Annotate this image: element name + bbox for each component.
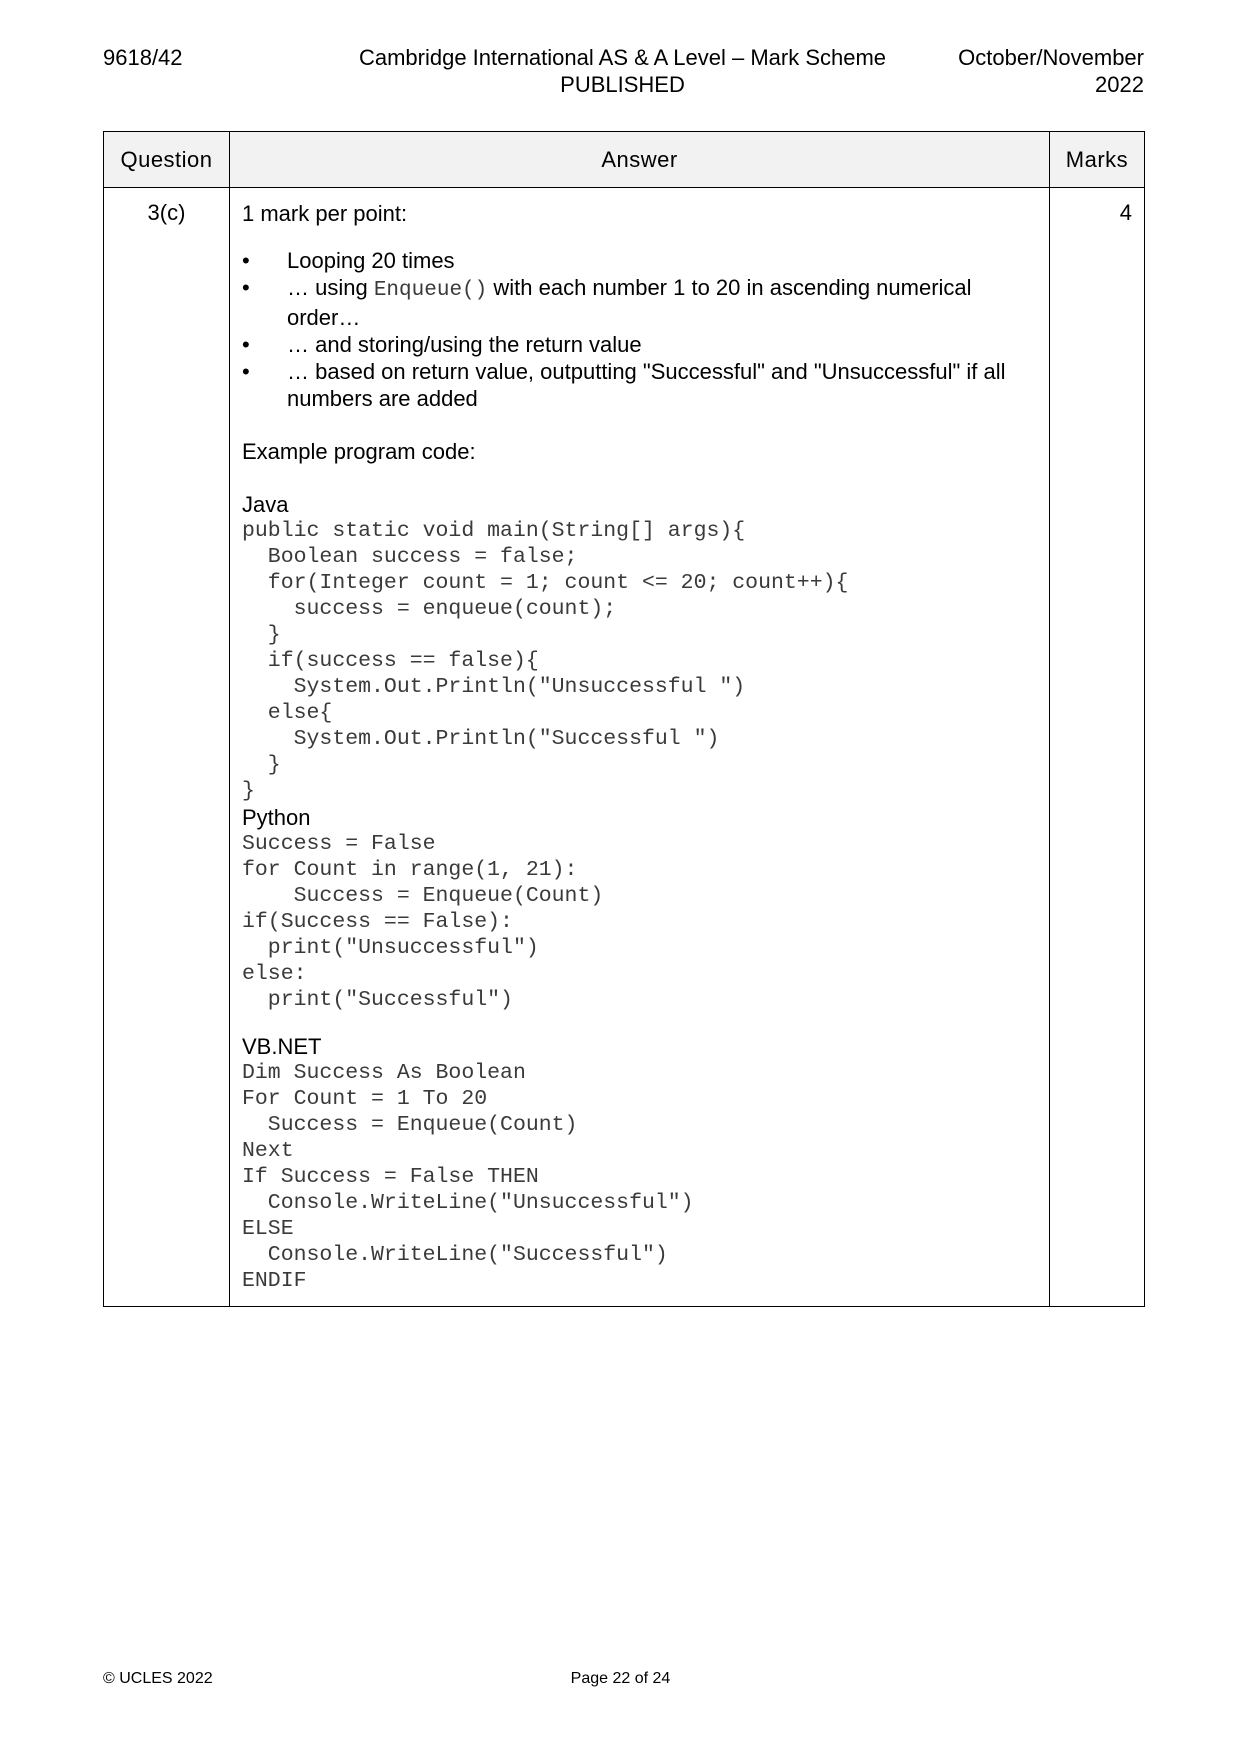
java-label: Java	[242, 492, 289, 517]
marking-points-list	[242, 247, 1039, 412]
python-code-block: Success = False for Count in range(1, 21): Success = Enqueue(Count) if(Success == False): print("Unsuccessful") else: print("Successful")	[242, 832, 604, 1012]
marking-point-2	[242, 274, 1039, 331]
python-label: Python	[242, 805, 311, 830]
marking-point-2-pre: … using	[287, 275, 374, 300]
question-number: 3(c)	[104, 188, 230, 1307]
answer-cell	[230, 188, 1050, 1307]
title-line-2: PUBLISHED	[560, 72, 685, 97]
marking-point-2-post: with each number 1 to 20 in ascending numerical order…	[287, 275, 972, 330]
java-code-block: public static void main(String[] args){ Boolean success = false; for(Integer count = 1; count <= 20; count++){ success = enqueue(count); } if(success == false){ System.Out.Println("Unsuccessful ") else{ System.Out.Println("Successful ") } }	[242, 519, 849, 803]
mark-scheme-table	[103, 131, 1145, 1307]
marks-column-header: Marks	[1050, 132, 1145, 188]
paper-code: 9618/42	[103, 45, 183, 70]
table-header-row	[104, 132, 1145, 188]
document-title	[330, 44, 915, 98]
answer-column-header: Answer	[230, 132, 1050, 188]
enqueue-inline-code: Enqueue()	[373, 279, 488, 302]
marking-point-4: • … based on return value, outputting "Successful" and "Unsuccessful" if all numbers are added	[242, 358, 1039, 412]
vbnet-label: VB.NET	[242, 1034, 322, 1059]
vbnet-code-block: Dim Success As Boolean For Count = 1 To 20 Success = Enqueue(Count) Next If Success = False THEN Console.WriteLine("Unsuccessful") ELSE Console.WriteLine("Successful") ENDIF	[242, 1061, 694, 1293]
marking-point-1: • Looping 20 times	[242, 247, 1039, 274]
copyright-notice: © UCLES 2022	[103, 1670, 213, 1687]
table-row	[104, 188, 1145, 1307]
page-number: Page 22 of 24	[570, 1670, 671, 1687]
marking-point-3: • … and storing/using the return value	[242, 331, 1039, 358]
marks-value: 4	[1050, 188, 1145, 1307]
mark-intro: 1 mark per point:	[242, 201, 408, 226]
session-line-1: October/November	[958, 45, 1144, 70]
example-code-label: Example program code:	[242, 439, 476, 464]
exam-session	[958, 44, 1144, 98]
session-line-2: 2022	[1095, 72, 1144, 97]
title-line-1: Cambridge International AS & A Level – Mark Scheme	[358, 45, 887, 70]
question-column-header: Question	[104, 132, 230, 188]
